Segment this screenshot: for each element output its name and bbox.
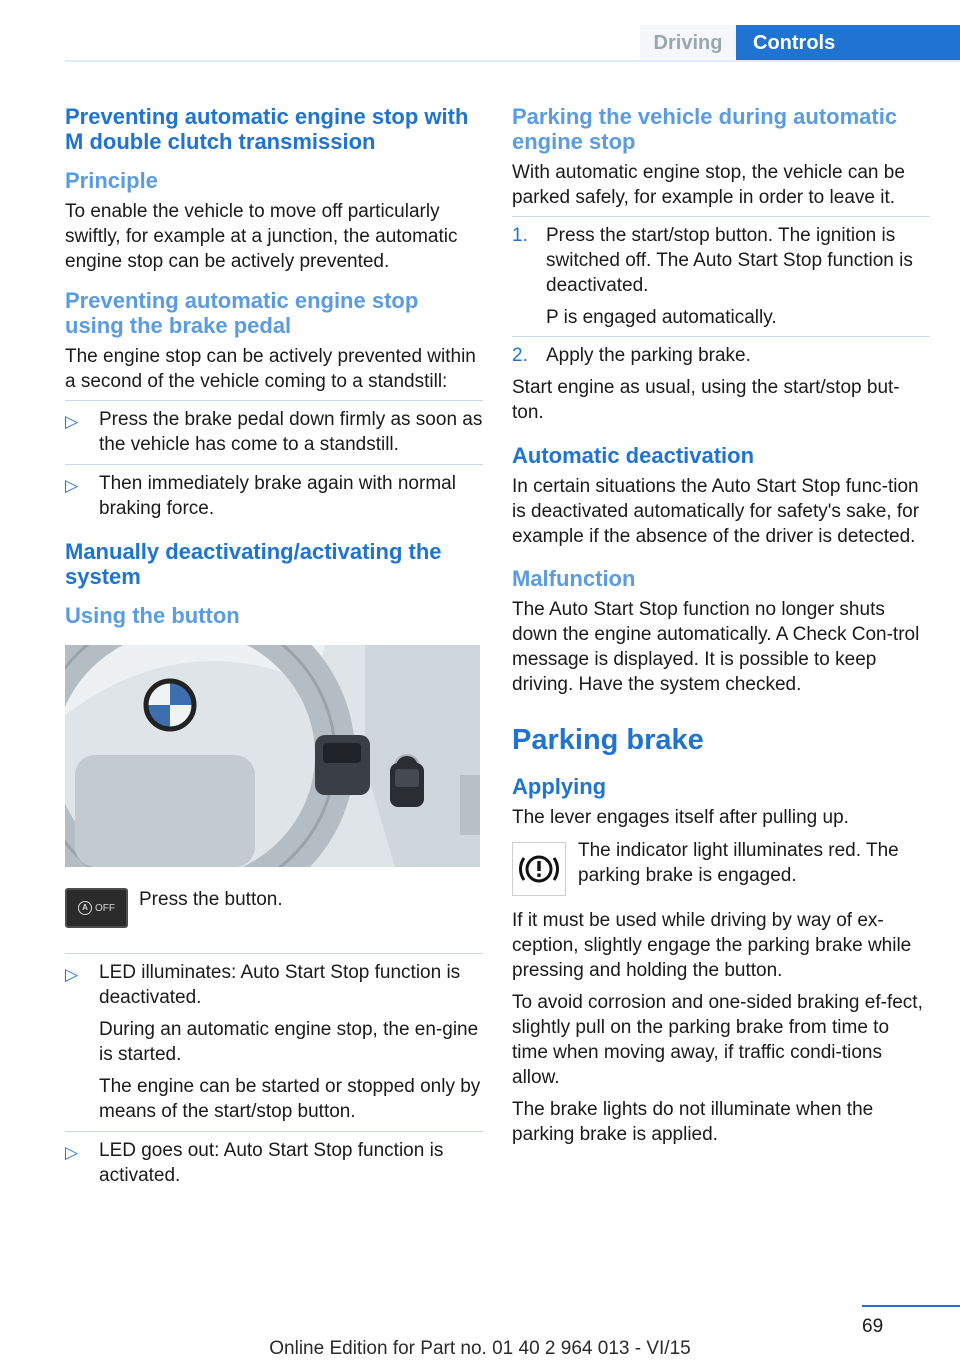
heading-prevent-mdct: Preventing automatic engine stop with M double clutch transmission (65, 104, 469, 154)
heading-parking-auto-stop: Parking the vehicle during automatic engine stop (512, 104, 898, 154)
heading-applying: Applying (512, 774, 607, 799)
heading-using-button: Using the button (65, 603, 240, 628)
left-column (65, 104, 483, 1188)
triangle-bullet-icon: ▷ (65, 965, 79, 984)
applying-text: The lever engages itself after pulling up. (512, 807, 849, 828)
step-number: 2. (512, 345, 528, 366)
heading-manual: Manually deactivating/activating the system (65, 539, 442, 589)
start-engine-text: Start engine as usual, using the start/stop but‐ton. (512, 377, 900, 423)
list-item-subtext: The engine can be started or stopped only by means of the start/stop button. (99, 1076, 481, 1122)
list-item-subtext: During an automatic engine stop, the en‐gine is started. (99, 1019, 479, 1065)
button-caption: Press the button. (139, 889, 283, 910)
triangle-bullet-icon: ▷ (65, 476, 79, 495)
emergency-use-text: If it must be used while driving by way of ex‐ception, slightly engage the parking brake while pressing and holding the button. (512, 910, 912, 981)
auto-start-stop-letter: A (78, 901, 92, 915)
corrosion-text: To avoid corrosion and one-sided braking ef‐fect, slightly pull on the parking brake from time to time when moving away, if traffic condi‐tions allow. (512, 992, 923, 1088)
heading-brake-pedal: Preventing automatic engine stop using the brake pedal (65, 288, 419, 338)
list-item (512, 223, 930, 330)
step-number: 1. (512, 225, 528, 246)
right-column (512, 104, 930, 1147)
divider (65, 464, 483, 465)
malfunction-text: The Auto Start Stop function no longer shuts down the engine automatically. A Check Con‐trol message is displayed. It is possible to keep driving. Have the system checked. (512, 599, 920, 695)
auto-deactivation-text: In certain situations the Auto Start Stop func‐tion is deactivated automatically for safety's sake, for example if the absence of the driver is detected. (512, 476, 920, 547)
header-rule (65, 60, 960, 62)
list-item (65, 960, 483, 1124)
indicator-text: The indicator light illuminates red. The parking brake is engaged. (578, 840, 899, 886)
steering-wheel-illustration (65, 645, 480, 867)
heading-parking-brake: Parking brake (512, 724, 704, 756)
list-item-text: LED goes out: Auto Start Stop function is activated. (99, 1140, 444, 1186)
brake-lights-text: The brake lights do not illuminate when the parking brake is applied. (512, 1099, 874, 1145)
heading-malfunction: Malfunction (512, 566, 636, 591)
page-number: 69 (862, 1316, 884, 1337)
list-item-text: LED illuminates: Auto Start Stop function is deactivated. (99, 962, 461, 1008)
auto-start-stop-button-icon (65, 888, 128, 928)
step-text: Press the start/stop button. The ignition is switched off. The Auto Start Stop function is deactivated. (546, 225, 913, 296)
step-subtext: P is engaged automatically. (546, 307, 777, 328)
tab-controls[interactable]: Controls (736, 25, 960, 61)
footer-rule (862, 1305, 960, 1307)
parking-brake-warning-icon (512, 842, 566, 896)
triangle-bullet-icon: ▷ (65, 1143, 79, 1162)
triangle-bullet-icon: ▷ (65, 412, 79, 431)
auto-start-stop-off-label: OFF (95, 902, 115, 914)
divider (65, 953, 483, 954)
divider (512, 336, 930, 337)
divider (65, 400, 483, 401)
steering-wheel-photo (65, 645, 480, 867)
list-item-text: Then immediately brake again with normal braking force. (99, 473, 456, 519)
brake-pedal-text: The engine stop can be actively prevented within a second of the vehicle coming to a standstill: (65, 346, 476, 392)
parking-auto-stop-text: With automatic engine stop, the vehicle can be parked safely, for example in order to leave it. (512, 162, 905, 208)
page-header (640, 25, 960, 61)
indicator-note (512, 838, 930, 896)
list-item-text: Press the brake pedal down firmly as soon as the vehicle has come to a standstill. (99, 409, 483, 455)
tab-driving[interactable]: Driving (640, 25, 736, 61)
principle-text: To enable the vehicle to move off particularly swiftly, for example at a junction, the automatic engine stop can be actively prevented. (65, 201, 458, 272)
edition-footer: Online Edition for Part no. 01 40 2 964 013 - VI/15 (269, 1338, 691, 1359)
divider (65, 1131, 483, 1132)
button-instruction (65, 887, 483, 928)
list-item (512, 343, 930, 368)
step-text: Apply the parking brake. (546, 345, 751, 366)
heading-principle: Principle (65, 168, 158, 193)
list-item (65, 407, 483, 457)
list-item (65, 471, 483, 521)
divider (512, 216, 930, 217)
heading-auto-deactivation: Automatic deactivation (512, 443, 755, 468)
list-item (65, 1138, 483, 1188)
